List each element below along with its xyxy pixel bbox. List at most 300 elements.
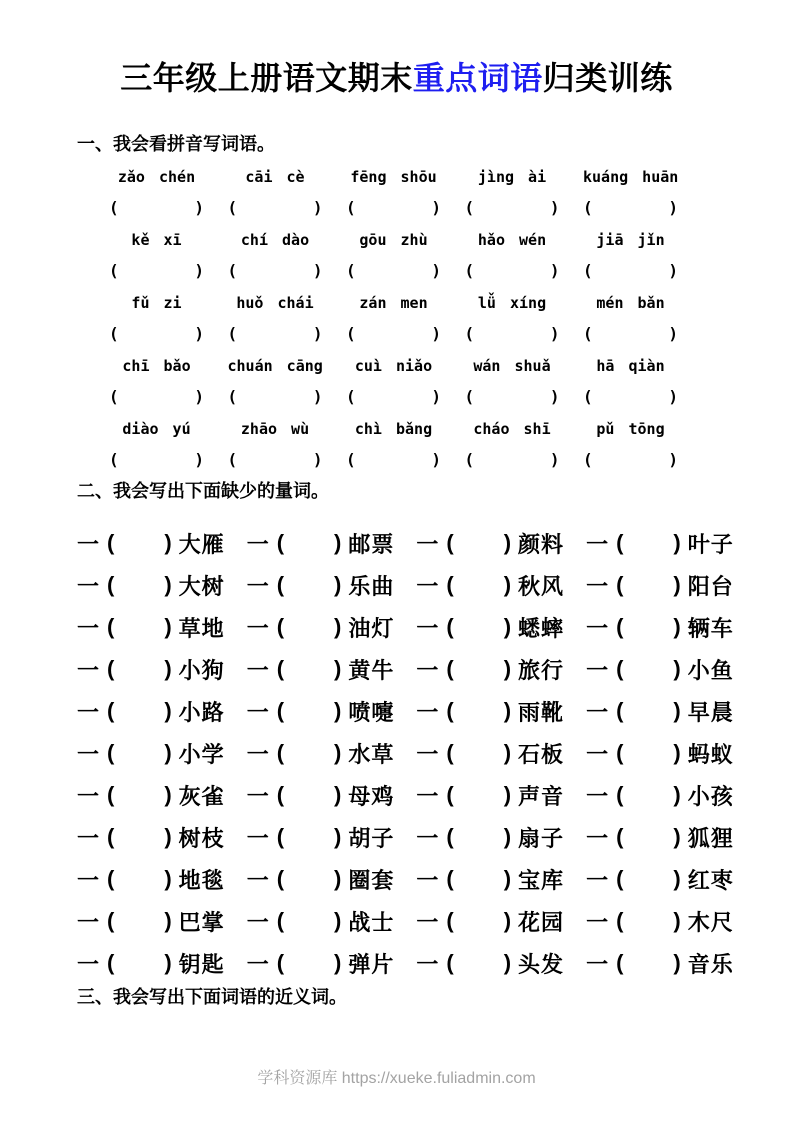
answer-blank [109, 387, 204, 407]
close-paren: ) [312, 450, 323, 469]
answer-blank [109, 198, 204, 218]
close-paren: ) [194, 387, 204, 406]
measure-word-label: 邮票 [348, 531, 395, 557]
measure-word-label: 扇子 [518, 825, 565, 851]
close-paren: ) [334, 698, 342, 723]
open-paren: ( [109, 324, 119, 343]
pinyin-item [228, 163, 347, 226]
close-paren: ) [334, 782, 342, 807]
open-paren: ( [346, 450, 356, 469]
close-paren: ) [334, 656, 342, 681]
open-paren: ( [227, 261, 238, 280]
close-paren: ) [668, 324, 678, 343]
pinyin-item [109, 163, 228, 226]
open-paren: ( [446, 656, 454, 681]
open-paren: ( [446, 614, 454, 639]
answer-blank [583, 324, 678, 344]
close-paren: ) [673, 698, 681, 723]
open-paren: ( [107, 614, 115, 639]
close-paren: ) [194, 261, 204, 280]
measure-prefix: 一 [246, 783, 269, 809]
pinyin-item [346, 415, 465, 478]
measure-word-item [416, 822, 586, 853]
close-paren: ) [312, 261, 323, 280]
measure-prefix: 一 [416, 951, 439, 977]
close-paren: ) [668, 387, 678, 406]
measure-prefix: 一 [586, 909, 609, 935]
pinyin-item [228, 226, 347, 289]
measure-word-label: 弹片 [348, 951, 395, 977]
measure-word-item [416, 612, 586, 643]
measure-word-label: 旅行 [518, 657, 565, 683]
measure-word-label: 喷嚏 [348, 699, 395, 725]
pinyin-text: jiā jǐn [596, 231, 665, 249]
pinyin-item [583, 163, 702, 226]
measure-prefix: 一 [586, 783, 609, 809]
measure-word-row [77, 690, 734, 732]
answer-blank [228, 387, 323, 407]
measure-prefix: 一 [586, 741, 609, 767]
close-paren: ) [503, 782, 512, 807]
close-paren: ) [164, 614, 172, 639]
pinyin-text: kě xī [131, 231, 182, 249]
close-paren: ) [334, 530, 342, 555]
close-paren: ) [503, 698, 512, 723]
open-paren: ( [616, 950, 624, 975]
measure-prefix: 一 [586, 699, 609, 725]
open-paren: ( [616, 866, 624, 891]
measure-word-label: 大树 [178, 573, 225, 599]
measure-word-label: 圈套 [348, 867, 395, 893]
open-paren: ( [616, 908, 624, 933]
close-paren: ) [334, 950, 342, 975]
measure-word-label: 音乐 [687, 951, 734, 977]
answer-blank [346, 450, 441, 470]
open-paren: ( [616, 782, 624, 807]
measure-word-item [416, 654, 586, 685]
measure-word-item [416, 738, 586, 769]
measure-word-item [247, 906, 417, 937]
footer-credit: 学科资源库 https://xueke.fuliadmin.com [257, 1070, 536, 1087]
open-paren: ( [446, 908, 454, 933]
pinyin-text: kuáng huān [583, 168, 679, 186]
open-paren: ( [107, 740, 115, 765]
measure-prefix: 一 [77, 825, 100, 851]
open-paren: ( [107, 656, 115, 681]
measure-word-label: 小鱼 [687, 657, 734, 683]
measure-word-grid [77, 522, 734, 984]
measure-word-item [416, 906, 586, 937]
section-2-heading: 二、我会写出下面缺少的量词。 [77, 481, 329, 501]
measure-word-item [77, 696, 247, 727]
measure-prefix: 一 [416, 573, 439, 599]
pinyin-text: mén bǎn [596, 294, 665, 312]
measure-word-item [416, 948, 586, 979]
measure-word-item [247, 948, 417, 979]
answer-blank [346, 387, 441, 407]
open-paren: ( [464, 198, 475, 217]
close-paren: ) [431, 387, 441, 406]
close-paren: ) [334, 614, 342, 639]
open-paren: ( [276, 572, 285, 597]
pinyin-item [346, 163, 465, 226]
close-paren: ) [668, 450, 678, 469]
measure-word-label: 黄牛 [348, 657, 395, 683]
open-paren: ( [346, 198, 356, 217]
measure-word-row [77, 564, 734, 606]
open-paren: ( [583, 198, 593, 217]
open-paren: ( [446, 782, 454, 807]
answer-blank [346, 324, 441, 344]
close-paren: ) [503, 950, 512, 975]
open-paren: ( [446, 950, 454, 975]
measure-word-item [77, 780, 247, 811]
measure-prefix: 一 [586, 657, 609, 683]
open-paren: ( [464, 261, 475, 280]
measure-word-row [77, 900, 734, 942]
pinyin-item [583, 415, 702, 478]
pinyin-text: diào yú [122, 420, 191, 438]
close-paren: ) [503, 614, 512, 639]
close-paren: ) [673, 866, 681, 891]
close-paren: ) [334, 740, 342, 765]
pinyin-text: chī bǎo [122, 357, 191, 375]
pinyin-row [77, 289, 722, 352]
open-paren: ( [276, 614, 285, 639]
pinyin-item [346, 226, 465, 289]
measure-prefix: 一 [246, 573, 269, 599]
open-paren: ( [107, 782, 115, 807]
answer-blank [346, 261, 441, 281]
close-paren: ) [673, 530, 681, 555]
measure-word-label: 树枝 [178, 825, 225, 851]
measure-word-label: 秋风 [518, 573, 565, 599]
pinyin-item [346, 352, 465, 415]
open-paren: ( [107, 950, 115, 975]
close-paren: ) [164, 950, 172, 975]
measure-word-label: 小狗 [178, 657, 225, 683]
pinyin-item [465, 352, 584, 415]
close-paren: ) [673, 740, 681, 765]
open-paren: ( [276, 950, 285, 975]
open-paren: ( [276, 656, 285, 681]
open-paren: ( [107, 698, 115, 723]
measure-prefix: 一 [586, 615, 609, 641]
measure-prefix: 一 [416, 909, 439, 935]
measure-prefix: 一 [416, 531, 439, 557]
open-paren: ( [446, 530, 454, 555]
measure-prefix: 一 [77, 573, 100, 599]
measure-prefix: 一 [416, 615, 439, 641]
measure-word-label: 狐狸 [687, 825, 734, 851]
open-paren: ( [583, 450, 593, 469]
open-paren: ( [109, 387, 119, 406]
close-paren: ) [431, 324, 441, 343]
close-paren: ) [164, 908, 172, 933]
answer-blank [465, 450, 560, 470]
measure-word-item [77, 906, 247, 937]
measure-prefix: 一 [246, 657, 269, 683]
measure-word-label: 头发 [518, 951, 565, 977]
close-paren: ) [164, 824, 172, 849]
measure-word-item [586, 528, 756, 559]
measure-word-row [77, 606, 734, 648]
open-paren: ( [109, 261, 119, 280]
close-paren: ) [503, 824, 512, 849]
measure-word-item [247, 864, 417, 895]
section-3-heading: 三、我会写出下面词语的近义词。 [77, 987, 347, 1007]
close-paren: ) [334, 908, 342, 933]
measure-prefix: 一 [77, 699, 100, 725]
pinyin-text: chí dào [240, 231, 310, 249]
measure-word-label: 水草 [348, 741, 395, 767]
measure-word-row [77, 816, 734, 858]
close-paren: ) [164, 572, 172, 597]
measure-word-item [247, 822, 417, 853]
open-paren: ( [464, 324, 475, 343]
measure-word-label: 战士 [348, 909, 395, 935]
close-paren: ) [503, 866, 512, 891]
measure-word-label: 小学 [178, 741, 225, 767]
close-paren: ) [503, 908, 512, 933]
pinyin-row [77, 352, 722, 415]
open-paren: ( [616, 572, 624, 597]
measure-word-item [586, 864, 756, 895]
measure-word-label: 小孩 [687, 783, 734, 809]
open-paren: ( [107, 824, 115, 849]
measure-word-label: 叶子 [687, 531, 734, 557]
measure-prefix: 一 [416, 825, 439, 851]
pinyin-text: fēng shōu [350, 168, 437, 186]
answer-blank [465, 324, 560, 344]
answer-blank [346, 198, 441, 218]
close-paren: ) [673, 908, 681, 933]
measure-word-label: 宝库 [518, 867, 565, 893]
measure-word-row [77, 522, 734, 564]
close-paren: ) [312, 198, 323, 217]
measure-word-item [586, 738, 756, 769]
pinyin-text: huǒ chái [236, 294, 314, 312]
close-paren: ) [503, 530, 512, 555]
measure-prefix: 一 [246, 825, 269, 851]
open-paren: ( [227, 198, 238, 217]
pinyin-text: pǔ tōng [596, 420, 665, 438]
title-suffix: 归类训练 [542, 60, 673, 96]
measure-prefix: 一 [416, 657, 439, 683]
answer-blank [465, 261, 560, 281]
close-paren: ) [312, 387, 323, 406]
open-paren: ( [446, 572, 454, 597]
measure-prefix: 一 [77, 867, 100, 893]
close-paren: ) [673, 656, 681, 681]
open-paren: ( [583, 261, 593, 280]
close-paren: ) [503, 740, 512, 765]
close-paren: ) [164, 782, 172, 807]
measure-prefix: 一 [586, 825, 609, 851]
pinyin-item [346, 289, 465, 352]
open-paren: ( [446, 866, 454, 891]
pinyin-text: wán shuǎ [473, 357, 551, 375]
close-paren: ) [673, 572, 681, 597]
measure-word-label: 花园 [518, 909, 565, 935]
measure-word-label: 早晨 [687, 699, 734, 725]
open-paren: ( [107, 530, 115, 555]
close-paren: ) [164, 740, 172, 765]
pinyin-row [77, 163, 722, 226]
pinyin-text: hǎo wén [477, 231, 547, 249]
close-paren: ) [503, 572, 512, 597]
measure-word-item [586, 780, 756, 811]
pinyin-item [583, 289, 702, 352]
measure-word-label: 红枣 [687, 867, 734, 893]
answer-blank [228, 324, 323, 344]
pinyin-row [77, 226, 722, 289]
open-paren: ( [346, 261, 356, 280]
open-paren: ( [616, 698, 624, 723]
open-paren: ( [446, 824, 454, 849]
measure-prefix: 一 [246, 531, 269, 557]
measure-prefix: 一 [586, 531, 609, 557]
open-paren: ( [227, 324, 238, 343]
close-paren: ) [431, 450, 441, 469]
pinyin-item [583, 352, 702, 415]
open-paren: ( [583, 324, 593, 343]
close-paren: ) [549, 387, 560, 406]
close-paren: ) [334, 824, 342, 849]
measure-word-label: 蟋蟀 [518, 615, 565, 641]
measure-word-label: 乐曲 [348, 573, 395, 599]
open-paren: ( [616, 740, 624, 765]
measure-word-label: 草地 [178, 615, 225, 641]
pinyin-item [583, 226, 702, 289]
close-paren: ) [549, 450, 560, 469]
answer-blank [465, 198, 560, 218]
close-paren: ) [673, 614, 681, 639]
open-paren: ( [276, 740, 285, 765]
answer-blank [583, 450, 678, 470]
measure-word-item [247, 612, 417, 643]
close-paren: ) [194, 324, 204, 343]
open-paren: ( [109, 450, 119, 469]
measure-prefix: 一 [246, 699, 269, 725]
answer-blank [109, 261, 204, 281]
pinyin-text: jìng ài [477, 168, 547, 186]
answer-blank [109, 450, 204, 470]
pinyin-text: zǎo chén [117, 168, 196, 186]
measure-word-label: 油灯 [348, 615, 395, 641]
measure-word-item [77, 570, 247, 601]
close-paren: ) [549, 198, 560, 217]
close-paren: ) [431, 198, 441, 217]
open-paren: ( [346, 324, 356, 343]
measure-word-item [416, 864, 586, 895]
open-paren: ( [464, 450, 475, 469]
measure-word-label: 阳台 [687, 573, 734, 599]
measure-word-label: 大雁 [178, 531, 225, 557]
pinyin-item [228, 352, 347, 415]
open-paren: ( [616, 824, 624, 849]
measure-word-item [416, 570, 586, 601]
measure-prefix: 一 [246, 615, 269, 641]
pinyin-text: fǔ zi [131, 294, 182, 312]
measure-word-item [247, 528, 417, 559]
open-paren: ( [107, 908, 115, 933]
measure-word-item [77, 654, 247, 685]
open-paren: ( [107, 572, 115, 597]
pinyin-row [77, 415, 722, 478]
measure-prefix: 一 [246, 867, 269, 893]
measure-word-item [586, 654, 756, 685]
pinyin-text: zán men [359, 294, 428, 312]
pinyin-item [109, 289, 228, 352]
measure-word-item [416, 780, 586, 811]
measure-prefix: 一 [246, 741, 269, 767]
measure-word-row [77, 942, 734, 984]
open-paren: ( [446, 698, 454, 723]
measure-word-label: 蚂蚁 [687, 741, 734, 767]
measure-prefix: 一 [77, 615, 100, 641]
open-paren: ( [227, 387, 238, 406]
pinyin-text: cháo shī [473, 420, 551, 438]
answer-blank [583, 387, 678, 407]
close-paren: ) [164, 656, 172, 681]
close-paren: ) [673, 782, 681, 807]
close-paren: ) [164, 530, 172, 555]
pinyin-item [465, 289, 584, 352]
measure-word-item [586, 822, 756, 853]
measure-prefix: 一 [77, 531, 100, 557]
measure-prefix: 一 [416, 783, 439, 809]
measure-word-label: 母鸡 [348, 783, 395, 809]
measure-prefix: 一 [77, 657, 100, 683]
measure-word-row [77, 858, 734, 900]
title-highlight: 重点词语 [412, 60, 543, 96]
measure-word-label: 声音 [518, 783, 565, 809]
measure-prefix: 一 [77, 951, 100, 977]
open-paren: ( [227, 450, 238, 469]
pinyin-item [228, 289, 347, 352]
answer-blank [228, 261, 323, 281]
measure-prefix: 一 [416, 699, 439, 725]
open-paren: ( [276, 824, 285, 849]
pinyin-text: hā qiàn [596, 357, 665, 375]
pinyin-text: chì bǎng [354, 420, 433, 438]
close-paren: ) [431, 261, 441, 280]
pinyin-item [465, 163, 584, 226]
pinyin-text: gōu zhù [359, 231, 428, 249]
close-paren: ) [194, 450, 204, 469]
pinyin-item [465, 226, 584, 289]
measure-word-row [77, 774, 734, 816]
measure-word-item [586, 696, 756, 727]
measure-word-label: 辆车 [687, 615, 734, 641]
measure-word-label: 地毯 [178, 867, 225, 893]
open-paren: ( [276, 698, 285, 723]
measure-word-item [416, 696, 586, 727]
measure-word-item [586, 570, 756, 601]
measure-word-item [247, 738, 417, 769]
close-paren: ) [312, 324, 323, 343]
open-paren: ( [276, 908, 285, 933]
answer-blank [228, 450, 323, 470]
pinyin-item [109, 415, 228, 478]
answer-blank [583, 261, 678, 281]
measure-word-item [247, 570, 417, 601]
close-paren: ) [549, 324, 560, 343]
open-paren: ( [109, 198, 119, 217]
measure-word-label: 颜料 [518, 531, 565, 557]
measure-word-item [416, 528, 586, 559]
